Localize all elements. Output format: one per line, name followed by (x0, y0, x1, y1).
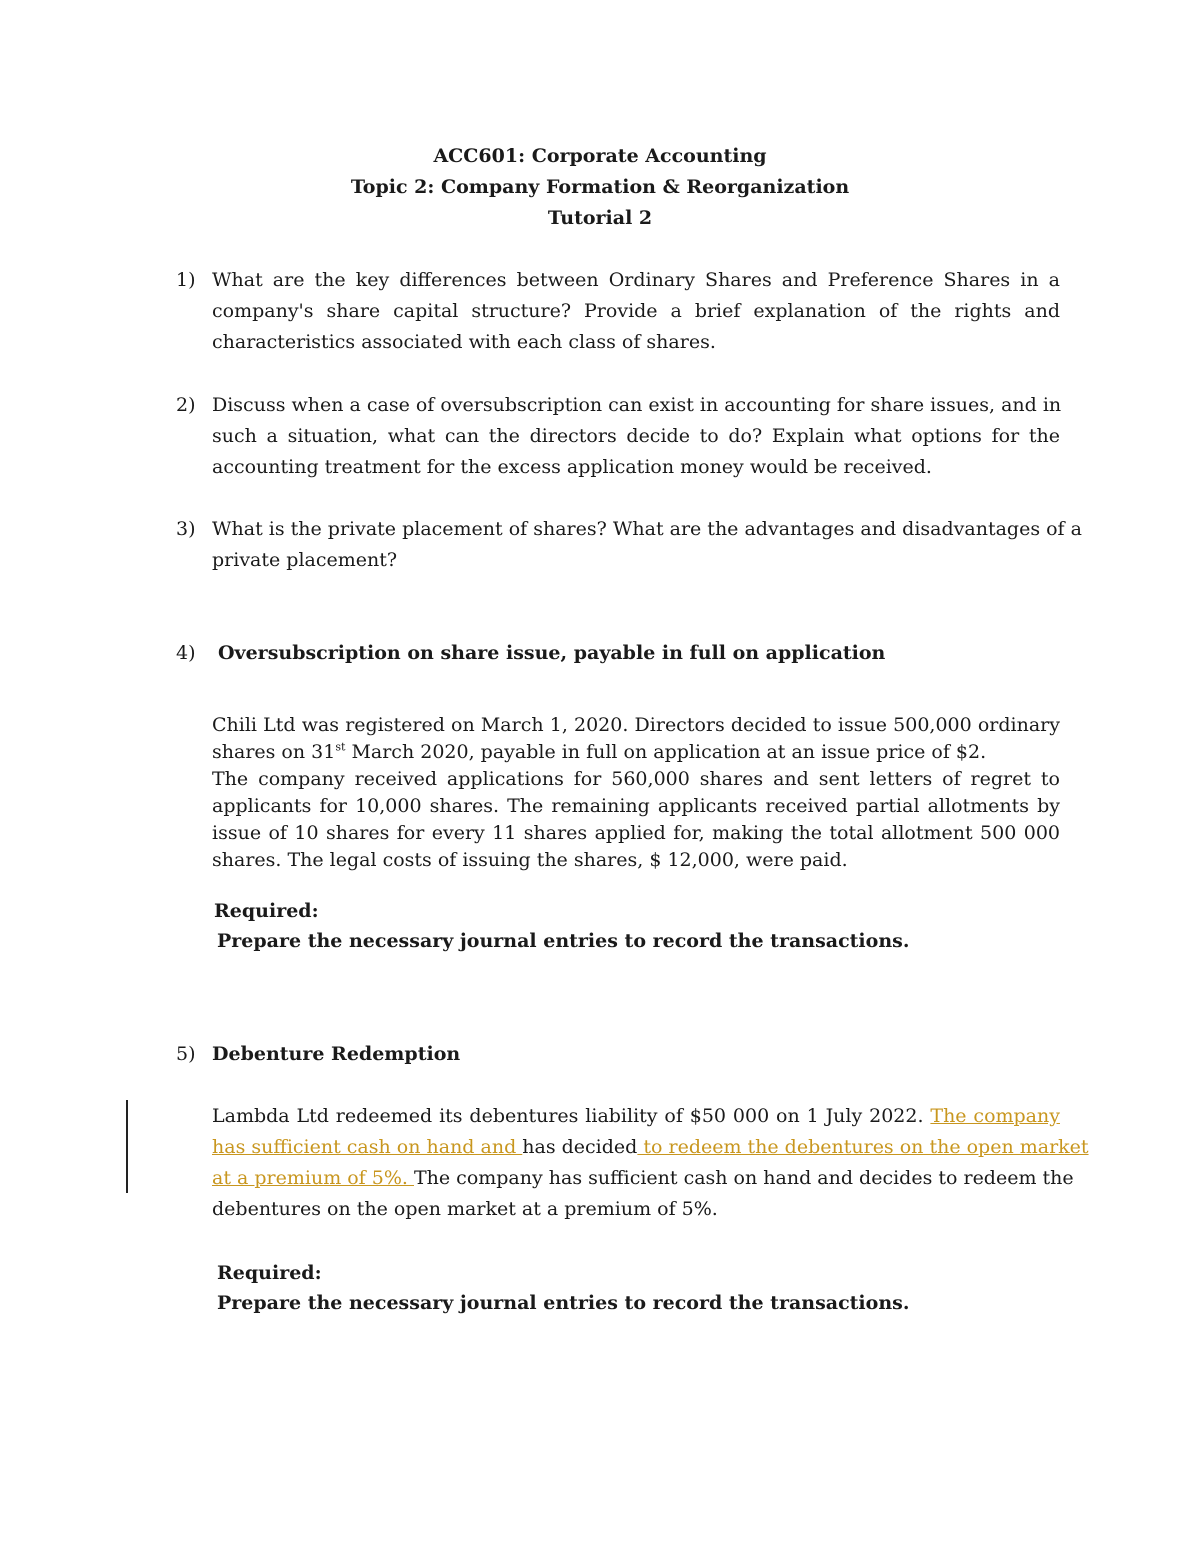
course-title: ACC601: Corporate Accounting (433, 145, 767, 167)
question-text-line: debentures on the open market at a premium of 5%. (212, 1198, 718, 1220)
tracked-insertion: The company (930, 1105, 1060, 1127)
question-number: 3) (176, 518, 196, 540)
tracked-insertion: at a premium of 5%. (212, 1167, 414, 1189)
question-text-line: Lambda Ltd redeemed its debentures liability of $50 000 on 1 July 2022. The company (212, 1105, 1060, 1127)
question-text-line: Discuss when a case of oversubscription can exist in accounting for share issues, and in (212, 394, 1062, 416)
question-2 (176, 390, 1060, 483)
question-text-line: accounting treatment for the excess application money would be received. (212, 456, 932, 478)
question-text-line: issue of 10 shares for every 11 shares applied for, making the total allotment 500 000 (212, 822, 1060, 844)
required-label: Required: (217, 1262, 322, 1284)
question-text-line: company's share capital structure? Provide a brief explanation of the rights and (212, 300, 1060, 322)
question-text-line: shares on 31st March 2020, payable in full on application at an issue price of $2. (212, 740, 987, 763)
question-5-body (212, 1101, 1089, 1225)
question-text-line: Chili Ltd was registered on March 1, 2020. Directors decided to issue 500,000 ordinary (212, 714, 1060, 736)
question-text-line: such a situation, what can the directors decide to do? Explain what options for the (212, 425, 1060, 447)
question-5-heading (176, 1039, 1060, 1070)
question-text-line: at a premium of 5%. The company has sufficient cash on hand and decides to redeem the (212, 1167, 1074, 1189)
required-text: Prepare the necessary journal entries to record the transactions. (217, 1292, 910, 1314)
question-1 (176, 265, 1060, 358)
question-title: Debenture Redemption (212, 1043, 461, 1065)
question-number: 2) (176, 394, 196, 416)
question-3 (176, 514, 1082, 576)
tracked-insertion: to redeem the debentures on the open market (637, 1136, 1089, 1158)
question-number: 5) (176, 1043, 196, 1065)
question-number: 1) (176, 269, 196, 291)
question-text-line: The company received applications for 560,000 shares and sent letters of regret to (212, 768, 1060, 790)
question-text-line: What is the private placement of shares? What are the advantages and disadvantages of a (212, 518, 1082, 540)
question-title: Oversubscription on share issue, payable in full on application (218, 642, 886, 664)
question-number: 4) (176, 642, 196, 664)
question-4-heading (176, 638, 1060, 669)
question-text-line: private placement? (212, 549, 398, 571)
required-label: Required: (214, 900, 319, 922)
question-text-line: has sufficient cash on hand and has decided to redeem the debentures on the open market (212, 1136, 1089, 1158)
question-text-line: applicants for 10,000 shares. The remaining applicants received partial allotments by (212, 795, 1060, 817)
tracked-insertion: has sufficient cash on hand and (212, 1136, 523, 1158)
topic-title: Topic 2: Company Formation & Reorganization (350, 176, 850, 198)
question-text-line: What are the key differences between Ordinary Shares and Preference Shares in a (212, 269, 1060, 291)
question-4-body (212, 712, 1060, 874)
required-text: Prepare the necessary journal entries to record the transactions. (217, 930, 910, 952)
question-text-line: characteristics associated with each class of shares. (212, 331, 716, 353)
tutorial-title: Tutorial 2 (547, 207, 653, 229)
tracked-change-bar (126, 1100, 128, 1193)
question-text-line: shares. The legal costs of issuing the shares, $ 12,000, were paid. (212, 849, 848, 871)
